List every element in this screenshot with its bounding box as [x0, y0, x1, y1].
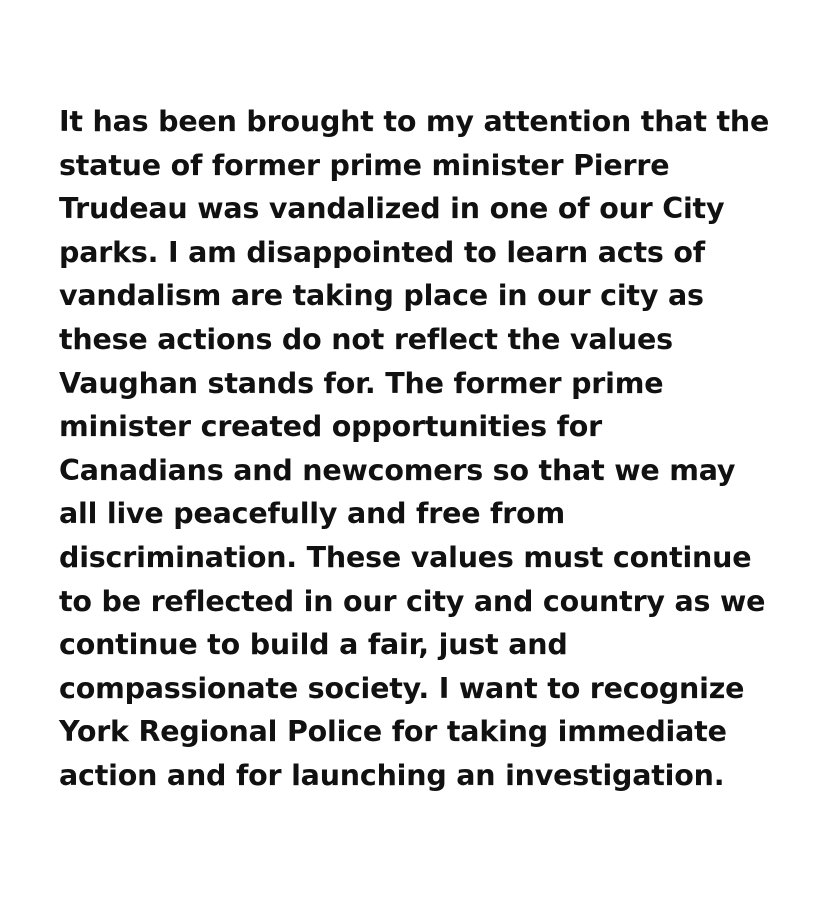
statement-line: statue of former prime minister Pierre: [59, 148, 670, 182]
statement-line: compassionate society. I want to recognize: [59, 671, 745, 705]
statement-line: these actions do not reflect the values: [59, 322, 673, 356]
statement-line: It has been brought to my attention that the: [59, 105, 770, 138]
statement-line: Trudeau was vandalized in one of our City: [59, 192, 725, 226]
statement-text: [59, 100, 799, 798]
statement-line: Vaughan stands for. The former prime: [59, 366, 664, 400]
statement-line: minister created opportunities for: [59, 410, 603, 444]
statement-line: vandalism are taking place in our city as: [59, 279, 704, 313]
statement-line: continue to build a fair, just and: [59, 628, 568, 662]
statement-line: action and for launching an investigation.: [59, 758, 725, 792]
statement-line: parks. I am disappointed to learn acts of: [59, 235, 705, 269]
statement-line: to be reflected in our city and country as we: [59, 584, 766, 618]
statement-line: all live peacefully and free from: [59, 497, 565, 531]
statement-line: Canadians and newcomers so that we may: [59, 453, 736, 487]
statement-line: discrimination. These values must continue: [59, 540, 752, 574]
statement-line: York Regional Police for taking immediate: [59, 715, 727, 749]
